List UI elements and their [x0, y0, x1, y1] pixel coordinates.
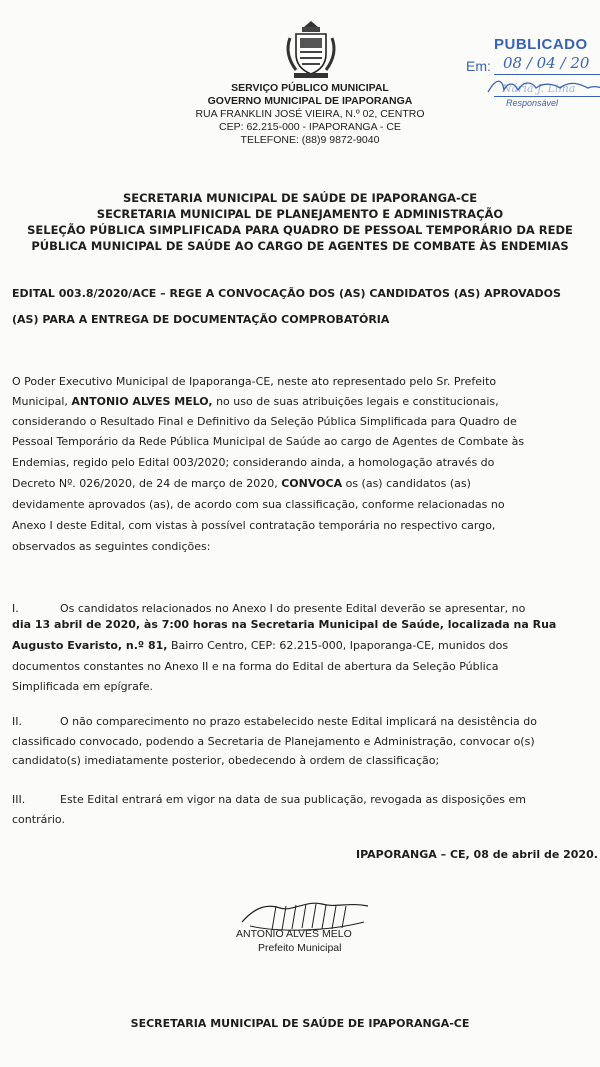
mayor-name-inline: ANTONIO ALVES MELO, [71, 395, 213, 408]
published-stamp [458, 36, 600, 110]
stamp-date-line [494, 74, 600, 75]
item-1-line [12, 638, 600, 653]
title-line-1: SECRETARIA MUNICIPAL DE SAÚDE DE IPAPORANGA-CE [122, 191, 478, 205]
intro-line: Anexo I deste Edital, com vistas à possível contratação temporária no respectivo cargo, [12, 519, 496, 532]
item-1-line [12, 601, 600, 616]
item-3-number: III. [12, 793, 26, 806]
stamp-signature [484, 76, 600, 98]
address-cep: CEP: 62.215-000 - IPAPORANGA - CE [219, 121, 401, 133]
stamp-date: 08 / 04 / 20 [503, 54, 590, 72]
intro-line: considerando o Resultado Final e Definitivo da Seleção Pública Simplificada para Quadro de [12, 415, 517, 428]
item-2-line: candidato(s) imediatamente posterior, obedecendo à ordem de classificação; [12, 754, 440, 767]
edital-heading-line-1: EDITAL 003.8/2020/ACE – REGE A CONVOCAÇÃO DOS (AS) CANDIDATOS (AS) APROVADOS [12, 287, 561, 300]
edital-heading-line-2: (AS) PARA A ENTREGA DE DOCUMENTAÇÃO COMPROBATÓRIA [12, 313, 390, 326]
intro-line: devidamente aprovados (as), de acordo com sua classificação, conforme relacionadas no [12, 498, 505, 511]
address-street: RUA FRANKLIN JOSÉ VIEIRA, N.º 02, CENTRO [195, 108, 425, 120]
signatory-name: ANTONIO ALVES MELO [236, 928, 352, 940]
item-1-address: Augusto Evaristo, n.º 81, [12, 639, 168, 652]
intro-line: Pessoal Temporário da Rede Pública Municipal de Saúde ao cargo de Agentes de Combate às [12, 435, 525, 448]
intro-line: O Poder Executivo Municipal de Ipaporanga-CE, neste ato representado pelo Sr. Prefeito [12, 375, 497, 388]
item-2-line: classificado convocado, podendo a Secretaria de Planejamento e Administração, convocar o(s) [12, 735, 535, 748]
intro-text: no uso de suas atribuições legais e constitucionais, [212, 395, 499, 408]
item-2-text: O não comparecimento no prazo estabelecido neste Edital implicará na desistência do [60, 715, 537, 728]
item-3-text: Este Edital entrará em vigor na data de sua publicação, revogada as disposições em [60, 793, 526, 806]
item-1-number: I. [12, 602, 19, 615]
item-2-line [12, 714, 600, 729]
intro-text: Decreto Nº. 026/2020, de 24 de março de 2020, [12, 477, 282, 490]
government-name: GOVERNO MUNICIPAL DE IPAPORANGA [207, 95, 413, 107]
item-1-text: Os candidatos relacionados no Anexo I do presente Edital deverão se apresentar, no [60, 602, 526, 615]
intro-line: Endemias, regido pelo Edital 003/2020; considerando ainda, a homologação através do [12, 456, 495, 469]
title-line-3: SELEÇÃO PÚBLICA SIMPLIFICADA PARA QUADRO DE PESSOAL TEMPORÁRIO DA REDE [27, 223, 573, 237]
item-1-line: Simplificada em epígrafe. [12, 680, 153, 693]
intro-text: Municipal, [12, 395, 72, 408]
municipal-crest-icon [280, 18, 342, 80]
place-and-date: IPAPORANGA – CE, 08 de abril de 2020. [356, 848, 598, 861]
stamp-signature-line [494, 96, 600, 97]
item-1-text: Bairro Centro, CEP: 62.215-000, Ipaporanga-CE, munidos dos [167, 639, 509, 652]
intro-line [12, 394, 600, 409]
phone-number: TELEFONE: (88)9 9872-9040 [240, 134, 380, 146]
item-1-line: dia 13 abril de 2020, às 7:00 horas na Secretaria Municipal de Saúde, localizada na Rua [12, 618, 557, 631]
stamp-title: PUBLICADO [494, 36, 588, 53]
intro-line: observados as seguintes condições: [12, 540, 211, 553]
stamp-responsible: Responsável [506, 98, 559, 108]
item-2-number: II. [12, 715, 22, 728]
intro-text: os (as) candidatos (as) [342, 477, 471, 490]
title-line-4: PÚBLICA MUNICIPAL DE SAÚDE AO CARGO DE AGENTES DE COMBATE ÀS ENDEMIAS [31, 239, 569, 253]
footer-secretariat: SECRETARIA MUNICIPAL DE SAÚDE DE IPAPORANGA-CE [130, 1017, 470, 1030]
stamp-em-label: Em: [466, 58, 491, 74]
signatory-role: Prefeito Municipal [258, 942, 342, 954]
item-1-line: documentos constantes no Anexo II e na forma do Edital de abertura da Seleção Pública [12, 660, 499, 673]
service-name: SERVIÇO PÚBLICO MUNICIPAL [231, 82, 389, 94]
intro-line [12, 476, 600, 491]
convoca-keyword: CONVOCA [281, 477, 343, 490]
stamp-signature-text: Nária J. Lima [502, 82, 576, 95]
title-line-2: SECRETARIA MUNICIPAL DE PLANEJAMENTO E ADMINISTRAÇÃO [96, 207, 504, 221]
item-3-line [12, 792, 600, 807]
item-3-line: contrário. [12, 813, 65, 826]
